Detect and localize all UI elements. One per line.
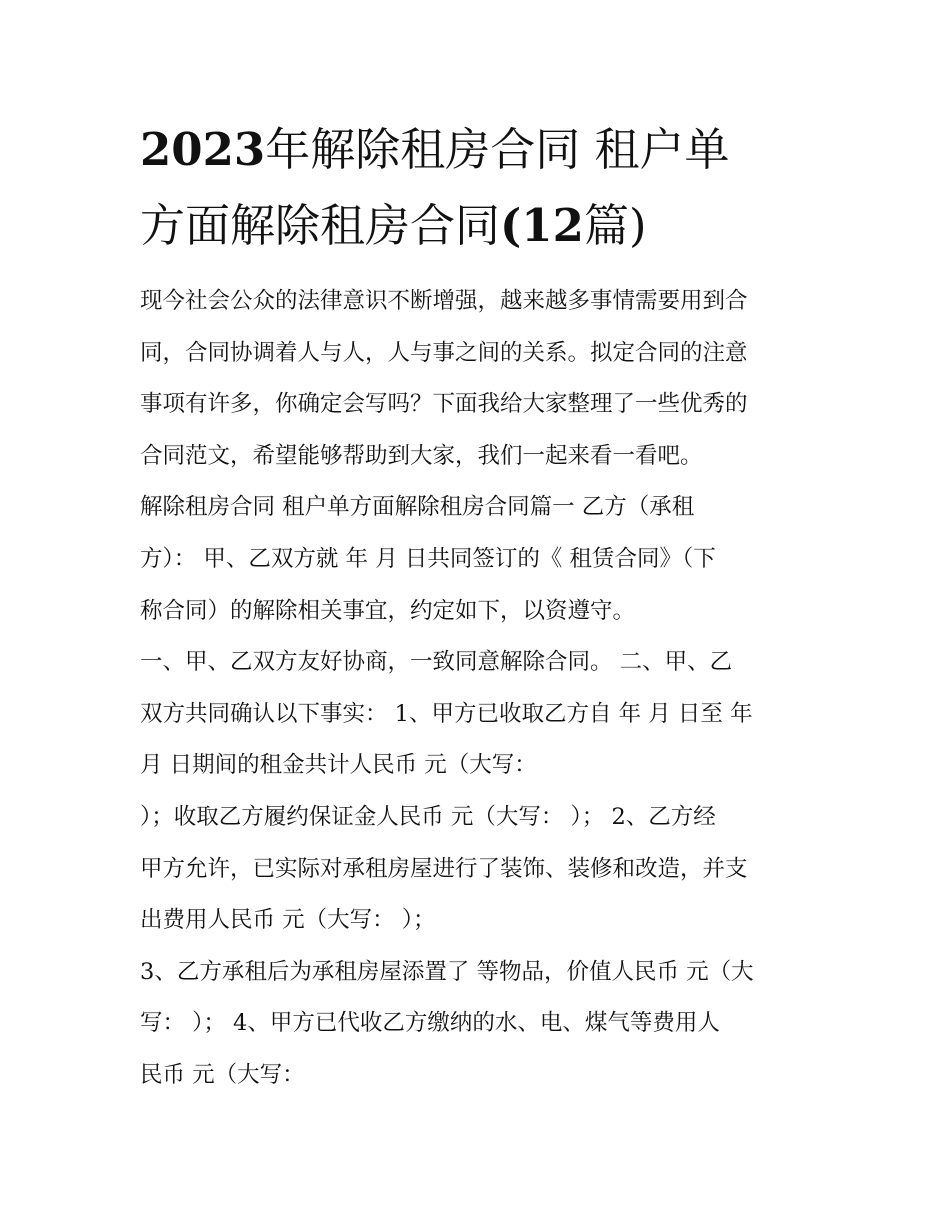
- body-line: 事项有许多，你确定会写吗？下面我给大家整理了一些优秀的: [140, 391, 748, 418]
- document-title: [140, 112, 840, 264]
- body-line: 解除租房合同 租户单方面解除租房合同篇一 乙方（承租: [140, 494, 695, 521]
- body-line: 同，合同协调着人与人，人与事之间的关系。拟定合同的注意: [140, 339, 748, 366]
- body-line: 现今社会公众的法律意识不断增强，越来越多事情需要用到合: [140, 288, 748, 314]
- body-line: 称合同）的解除相关事宜，约定如下，以资遵守。: [140, 597, 636, 624]
- body-line: ）；收取乙方履约保证金人民币 元（大写： ）； 2、乙方经: [140, 803, 716, 830]
- body-line: 3、乙方承租后为承租房屋添置了 等物品，价值人民币 元（大: [140, 958, 754, 985]
- body-line: 写： ）； 4、甲方已代收乙方缴纳的水、电、煤气等费用人: [140, 1010, 720, 1037]
- title-line-1: [140, 112, 840, 188]
- body-line: 合同范文，希望能够帮助到大家，我们一起来看一看吧。: [140, 442, 703, 469]
- body-line: 民币 元（大写：: [140, 1061, 305, 1088]
- body-line: 出费用人民币 元（大写： ）；: [140, 907, 436, 934]
- body-line: 双方共同确认以下事实： 1、甲方已收取乙方自 年 月 日至 年: [140, 700, 753, 727]
- title-count: (12: [500, 199, 584, 252]
- body-line: 甲方允许，已实际对承租房屋进行了装饰、装修和改造，并支: [140, 855, 748, 882]
- title-year: 2023: [140, 123, 266, 176]
- title-line-2-text: 方面解除租房合同: [140, 199, 501, 252]
- document-body: [140, 276, 830, 1102]
- title-line-2: [140, 188, 840, 264]
- body-line: 一、甲、乙双方友好协商，一致同意解除合同。 二、甲、乙: [140, 649, 733, 676]
- body-line: 方）： 甲、乙双方就 年 月 日共同签订的《 租赁合同》（下: [140, 545, 716, 572]
- title-line-1-text: 年解除租房合同 租户单: [265, 123, 730, 176]
- title-line-2-suffix: 篇): [583, 199, 647, 252]
- body-line: 月 日期间的租金共计人民币 元（大写：: [140, 752, 537, 779]
